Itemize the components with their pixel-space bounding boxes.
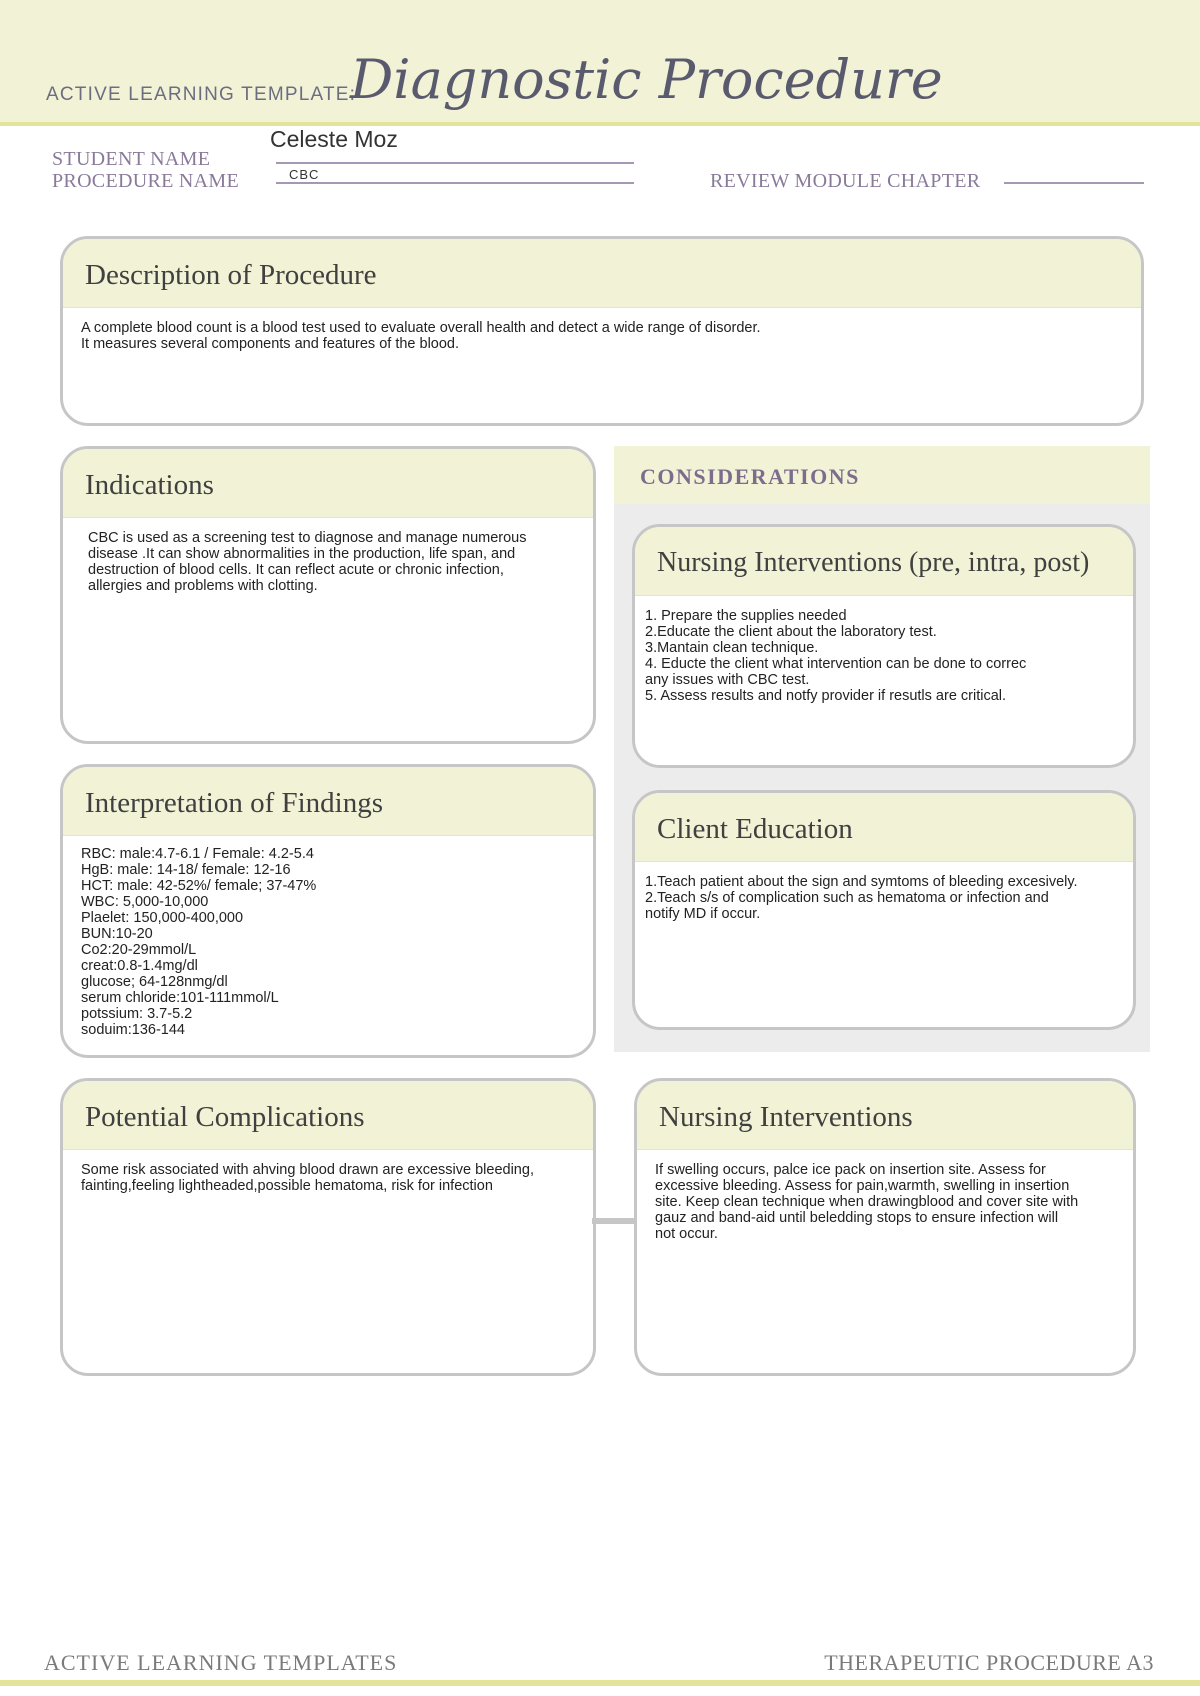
indications-box [60,446,596,744]
description-box [60,236,1144,426]
complications-text[interactable]: Some risk associated with ahving blood drawn are excessive bleeding, fainting,feeling lightheaded,possible hematoma, risk for infection [81,1162,534,1194]
nursing-interventions-box [634,1078,1136,1376]
client-education-head [635,793,1133,862]
student-name-underline [276,162,634,164]
footer-rule [0,1680,1200,1686]
header-rule [0,122,1200,126]
indications-title: Indications [85,469,214,501]
complications-box [60,1078,596,1376]
procedure-name-underline [276,182,634,184]
nursing-interventions-title: Nursing Interventions [659,1101,913,1133]
nursing-interventions-ppp-text[interactable]: 1. Prepare the supplies needed 2.Educate the client about the laboratory test. 3.Mantain clean technique. 4. Educte the client what intervention can be done to correc any issues with CBC test. 5. Assess results and notfy provider if resutls are critical. [645,608,1027,704]
interpretation-head [63,767,593,836]
nursing-interventions-ppp-head [635,527,1133,596]
interpretation-title: Interpretation of Findings [85,787,384,819]
footer-right-text: THERAPEUTIC PROCEDURE A3 [824,1650,1154,1675]
considerations-title: CONSIDERATIONS [640,464,860,489]
interpretation-box [60,764,596,1058]
description-text[interactable]: A complete blood count is a blood test used to evaluate overall health and detect a wide range of disorder. It measures several components and features of the blood. [81,320,761,352]
footer-left-text: ACTIVE LEARNING TEMPLATES [44,1650,398,1675]
indications-head [63,449,593,518]
interpretation-text[interactable]: RBC: male:4.7-6.1 / Female: 4.2-5.4 HgB: male: 14-18/ female: 12-16 HCT: male: 42-52%/ female; 37-47% WBC: 5,000-10,000 Plaelet: 150,000-400,000 BUN:10-20 Co2:20-29mmol/L creat:0.8-1.4mg/dl glucose; 64-128nmg/dl serum chloride:101-111mmol/L potssium: 3.7-5.2 soduim:136-144 [81,846,317,1038]
review-module-label: REVIEW MODULE CHAPTER [710,170,981,192]
nursing-interventions-head [637,1081,1133,1150]
complications-title: Potential Complications [85,1101,365,1133]
procedure-name-value[interactable]: CBC [289,167,320,182]
complications-head [63,1081,593,1150]
student-name-label: STUDENT NAME [52,148,211,170]
client-education-title: Client Education [657,813,853,845]
template-label: ACTIVE LEARNING TEMPLATE: [46,84,357,105]
nursing-interventions-text[interactable]: If swelling occurs, palce ice pack on insertion site. Assess for excessive bleeding. Assess for pain,warmth, swelling in insertion site. Keep clean technique when drawingblood and cover site with gauz and band-aid until beledding stops to ensure infection will not occur. [655,1162,1079,1242]
client-education-box [632,790,1136,1030]
nursing-interventions-ppp-title: Nursing Interventions (pre, intra, post) [657,547,1090,578]
description-title: Description of Procedure [85,259,377,291]
description-head [63,239,1141,308]
client-education-text[interactable]: 1.Teach patient about the sign and symtoms of bleeding excesively. 2.Teach s/s of complication such as hematoma or infection and notify MD if occur. [645,874,1078,922]
connector-line [592,1218,636,1224]
nursing-interventions-ppp-box [632,524,1136,768]
considerations-head [614,446,1150,504]
student-name-value[interactable]: Celeste Moz [270,126,398,152]
review-module-underline[interactable] [1004,182,1144,184]
template-title: Diagnostic Procedure [350,48,943,111]
indications-text[interactable]: CBC is used as a screening test to diagnose and manage numerous disease .It can show abnormalities in the production, life span, and destruction of blood cells. It can reflect acute or chronic infection, allergies and problems with clotting. [88,530,527,594]
procedure-name-label: PROCEDURE NAME [52,170,239,192]
